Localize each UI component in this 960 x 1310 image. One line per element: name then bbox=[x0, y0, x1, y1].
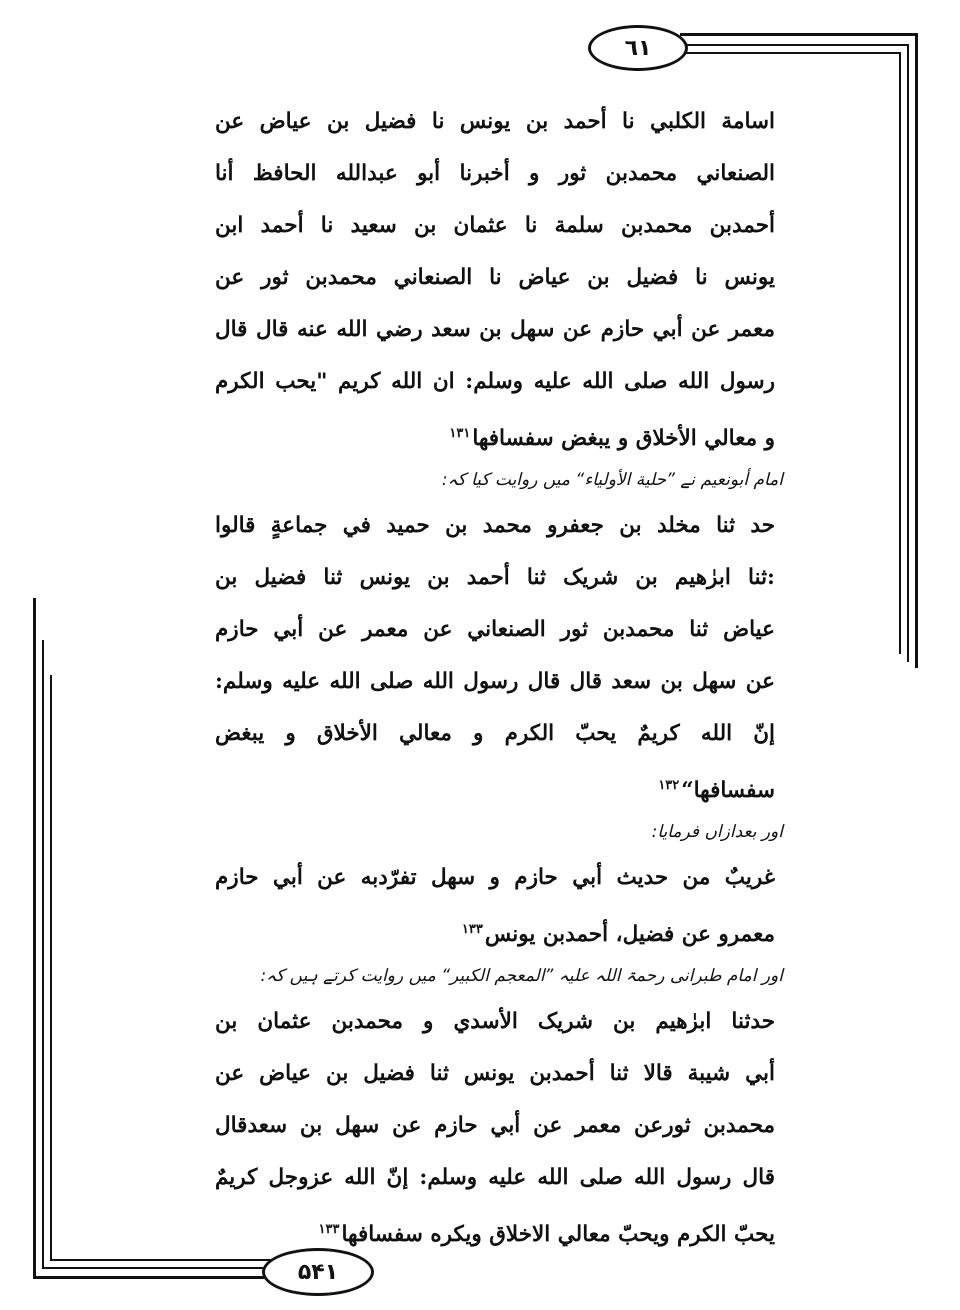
frame-right-line-2 bbox=[907, 44, 909, 662]
arabic-line bbox=[215, 904, 775, 956]
arabic-line-text: أحمدبن محمدبن سلمة نا عثمان بن سعيد نا أحمد ابن bbox=[215, 213, 775, 238]
arabic-line bbox=[215, 1048, 775, 1100]
footnote-marker: ١٣٢ bbox=[658, 778, 680, 793]
arabic-line-text: حدثنا ابرٰهيم بن شريک الأسدي و محمدبن عثمان بن bbox=[215, 1009, 775, 1034]
arabic-line-text: غريبٌ من حديث أبي حازم و سهل تفرّدبه عن أبي حازم bbox=[215, 865, 775, 890]
frame-bottom-line-2 bbox=[42, 1267, 273, 1269]
frame-right-line-3 bbox=[899, 52, 901, 654]
arabic-line bbox=[215, 760, 775, 812]
arabic-line-text: يونس نا فضيل بن عياض نا الصنعاني محمدبن ثور عن bbox=[215, 265, 775, 290]
arabic-line-text: عن سهل بن سعد قال قال رسول الله صلى الله عليه وسلم: bbox=[215, 669, 775, 694]
arabic-line bbox=[215, 852, 775, 904]
page-number-bottom-text: ۵۴۱ bbox=[297, 1259, 339, 1285]
arabic-line bbox=[215, 304, 775, 356]
arabic-line-text: سفسافها“ bbox=[681, 778, 775, 804]
footnote-marker: ١٣٣ bbox=[461, 922, 483, 937]
arabic-line bbox=[215, 200, 775, 252]
arabic-line bbox=[215, 708, 775, 760]
arabic-line-text: :ثنا ابرٰهيم بن شريک ثنا أحمد بن يونس ثنا فضيل بن bbox=[215, 565, 775, 590]
footnote-marker: ١٣٣ bbox=[318, 1222, 340, 1237]
arabic-line bbox=[215, 552, 775, 604]
arabic-line-text: معمرو عن فضيل، أحمدبن يونس bbox=[484, 922, 775, 948]
frame-top-line-2 bbox=[680, 44, 909, 46]
arabic-line bbox=[215, 356, 775, 408]
footnote-marker: ١٣١ bbox=[449, 426, 471, 441]
hadith-arabic-block bbox=[215, 996, 775, 1256]
arabic-line bbox=[215, 148, 775, 200]
hadith-arabic-block bbox=[215, 500, 775, 812]
arabic-line bbox=[215, 500, 775, 552]
hadith-arabic-block bbox=[215, 96, 775, 460]
arabic-line-text: محمدبن ثورعن معمر عن أبي حازم عن سهل بن سعدقال bbox=[215, 1113, 775, 1138]
arabic-line bbox=[215, 96, 775, 148]
arabic-line bbox=[215, 604, 775, 656]
arabic-line bbox=[215, 252, 775, 304]
arabic-line bbox=[215, 996, 775, 1048]
arabic-line-text: قال رسول الله صلى الله عليه وسلم: إنّ الله عزوجل كريمٌ bbox=[215, 1165, 775, 1190]
frame-right-line-1 bbox=[915, 33, 918, 668]
frame-left-line-1 bbox=[33, 598, 36, 1278]
page-number-top bbox=[588, 25, 688, 71]
arabic-line-text: و معالي الأخلاق و يبغض سفسافها bbox=[472, 426, 775, 452]
arabic-line-text: عياض ثنا محمدبن ثور الصنعاني عن معمر عن أبي حازم bbox=[215, 617, 775, 642]
frame-top-line-1 bbox=[680, 33, 917, 36]
page-number-top-text: ٦١ bbox=[624, 35, 652, 61]
arabic-line-text: يحبّ الكرم ويحبّ معالي الاخلاق ويكره سفسافها bbox=[341, 1222, 775, 1248]
arabic-line bbox=[215, 656, 775, 708]
arabic-line-text: معمر عن أبي حازم عن سهل بن سعد رضي الله عنه قال قال bbox=[215, 317, 775, 342]
frame-left-line-3 bbox=[50, 675, 52, 1260]
arabic-line bbox=[215, 1204, 775, 1256]
urdu-intro-line: اور بعدازاں فرمایا: bbox=[651, 822, 783, 842]
frame-bottom-line-1 bbox=[33, 1276, 273, 1279]
arabic-line-text: أبي شيبة قالا ثنا أحمدبن يونس ثنا فضيل بن عياض عن bbox=[215, 1061, 775, 1086]
hadith-arabic-block bbox=[215, 852, 775, 956]
arabic-line-text: إنّ الله كريمٌ يحبّ الكرم و معالي الأخلاق و يبغض bbox=[215, 721, 775, 746]
arabic-line-text: حد ثنا مخلد بن جعفرو محمد بن حميد في جماعةٍ قالوا bbox=[215, 513, 775, 538]
arabic-line bbox=[215, 1152, 775, 1204]
frame-bottom-line-3 bbox=[50, 1259, 273, 1261]
urdu-intro-line: امام أبونعیم نے ”حلية الأولياء“ میں روایت کیا کہ: bbox=[441, 470, 783, 490]
frame-top-line-3 bbox=[680, 52, 901, 54]
arabic-line-text: اسامة الكلبي نا أحمد بن يونس نا فضيل بن عياض عن bbox=[215, 109, 775, 134]
arabic-line bbox=[215, 408, 775, 460]
arabic-line-text: الصنعاني محمدبن ثور و أخبرنا أبو عبدالله الحافظ أنا bbox=[215, 161, 775, 186]
arabic-line bbox=[215, 1100, 775, 1152]
page-body bbox=[215, 96, 783, 1256]
frame-left-line-2 bbox=[42, 640, 44, 1268]
arabic-line-text: رسول الله صلى الله عليه وسلم: ان الله كريم "يحب الكرم bbox=[215, 369, 775, 394]
urdu-intro-line: اور امام طبرانی رحمۃ اللہ علیہ ”المعجم الكبير“ میں روایت کرتے ہیں کہ: bbox=[260, 966, 783, 986]
